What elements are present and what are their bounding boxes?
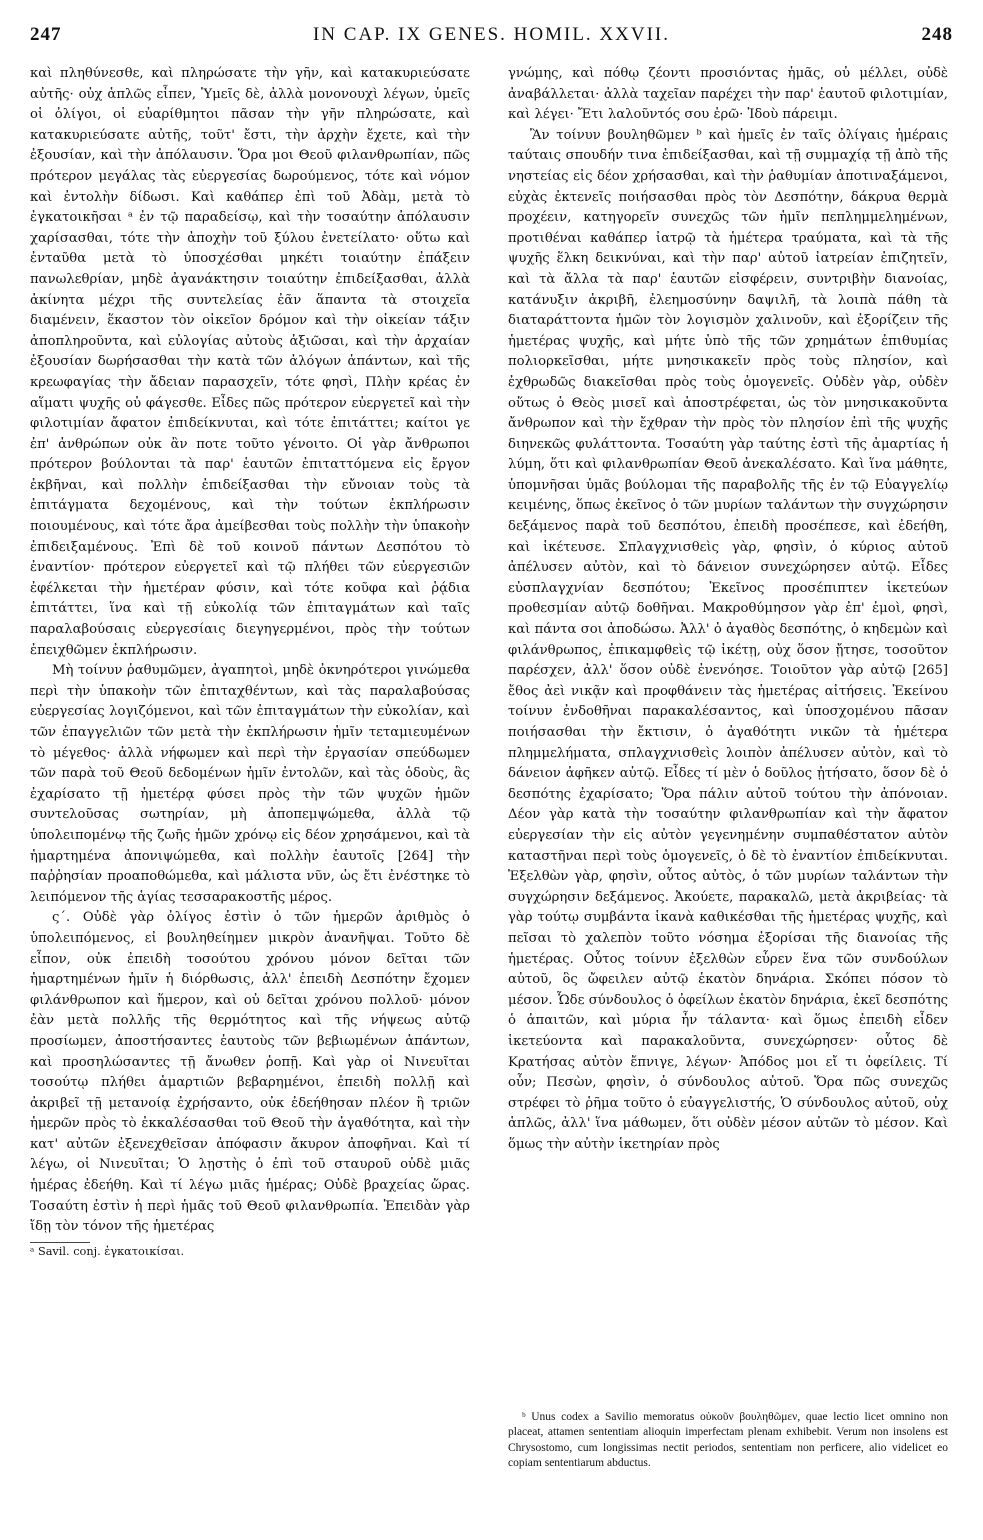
footnote-rule [30,1242,90,1243]
page-header [30,24,953,54]
paragraph: καὶ πληθύνεσθε, καὶ πληρώσατε τὴν γῆν, καὶ κατακυριεύσατε αὐτῆς· οὐχ ἁπλῶς εἶπεν, Ὑμεῖς δὲ, ἀλλὰ μονονουχὶ λέγων, ὑμεῖς οἱ ὀλίγοι, οἱ εὐαρίθμητοι πᾶσαν τὴν γῆν πληρώσατε, καὶ κατακυριεύσατε αὐτῆς, τοῦτ' ἔστι, τὴν ἀρχὴν ἔχετε, καὶ τὴν ἐξουσίαν, καὶ τὴν ἀπόλαυσιν. Ὅρα μοι Θεοῦ φιλανθρωπίαν, πῶς πρότερον μεγάλας τὰς εὐεργεσίας δωρούμενος, τότε καὶ νόμον καὶ ἐντολὴν δίδωσι. Καὶ καθάπερ ἐπὶ τοῦ Ἀδὰμ, μετὰ τὸ ἐγκατοικῆσαι ᵃ ἐν τῷ παραδείσῳ, καὶ τὴν τοσαύτην ἀπόλαυσιν χαρίσασθαι, τότε τὴν ἀποχὴν τοῦ ξύλου ἐνετείλατο· οὕτω καὶ ἐνταῦθα μετὰ τὸ ὑποσχέσθαι μηκέτι τοιαύτην ἐπάξειν πανωλεθρίαν, μηδὲ ἀγανάκτησιν τοιαύτην ἐπιδείξασθαι, ἀλλὰ ἀκίνητα μέχρι τῆς συντελείας ἐᾶν ἅπαντα τὰ στοιχεῖα διαμένειν, ἕκαστον τὸν οἰκεῖον δρόμον καὶ τὴν οἰκείαν τάξιν ἀποπληροῦντα, καὶ εὐλογίας αὐτοὺς ἀξιῶσαι, καὶ τὴν ἀρχαίαν ἐξουσίαν δωρήσασθαι τὴν κατὰ τῶν ἀλόγων ἁπάντων, καὶ τῆς κρεωφαγίας τὴν ἄδειαν παρασχεῖν, τότε φησὶ, Πλὴν κρέας ἐν αἵματι ψυχῆς οὐ φάγεσθε. Εἶδες πῶς πρότερον εὐεργετεῖ καὶ τὴν φιλοτιμίαν ἄφατον ἐπιδείκνυται, καὶ τότε ἐπιτάττει; καίτοι γε ἐπ' ἀνθρώπων οὐκ ἂν ποτε τοῦτο γένοιτο. Οἱ γὰρ ἄνθρωποι πρότερον βούλονται τὰ παρ' ἑαυτῶν ἐπιταττόμενα εἰς ἔργον ἐκβῆναι, καὶ πολλὴν ἐπιδείξασθαι τὴν εὔνοιαν τοὺς τὰ ἐπιτάγματα δεχομένους, καὶ τὴν τούτων ἐκπλήρωσιν ποιουμένους, καὶ τότε ἄρα ἀμείβεσθαι τοὺς πολλὴν τὴν ὑπακοὴν ἐπιδειξαμένους. Ἐπὶ δὲ τοῦ κοινοῦ πάντων Δεσπότου τὸ ἐναντίον· πρότερον εὐεργετεῖ καὶ τῷ πλήθει τῶν εὐεργεσιῶν ἐφέλκεται τὴν ἡμετέραν φύσιν, καὶ τότε κοῦφα καὶ ῥᾴδια ἐπιτάττει, ἵνα καὶ τῇ εὐκολίᾳ τῶν ἐπιταγμάτων καὶ ταῖς παραλαβούσαις εὐεργεσίαις διεγηγερμένοι, πρὸς τὴν τούτων ἐπειχθῶμεν ἐκπλήρωσιν. [30,66,470,658]
paragraph: γνώμης, καὶ πόθῳ ζέοντι προσιόντας ἡμᾶς, οὐ μέλλει, οὐδὲ ἀναβάλλεται· ἀλλὰ ταχεῖαν παρέχει τὴν παρ' ἑαυτοῦ φιλοτιμίαν, καὶ λέγει· Ἔτι λαλοῦντός σου ἐρῶ· Ἰδοὺ πάρειμι. [508,66,948,123]
right-column [508,64,948,1404]
footnote-a: ᵃ Savil. conj. ἐγκατοικίσαι. [30,1244,185,1258]
footnote-b-block [508,1410,948,1471]
running-title: IN CAP. IX GENES. HOMIL. XXVII. [312,24,670,45]
page-number-right: 248 [921,24,953,45]
footnote-b: ᵇ Unus codex a Savilio memoratus οὐκοῦν βουληθῶμεν, quae lectio licet omnino non placeat, attamen sententiam alioquin imperfectam plenam exhibebit. Verum non insolens est Chrysostomo, cum longissimas nectit periodos, sententiam non perficere, alio videlicet eo copiam sententiarum abductus. [508,1411,948,1469]
paragraph: ς΄. Οὐδὲ γὰρ ὀλίγος ἐστὶν ὁ τῶν ἡμερῶν ἀριθμὸς ὁ ὑπολειπόμενος, εἰ βουληθείημεν μικρὸν ἀνανῆψαι. Τοῦτο δὲ εἶπον, οὐκ ἐπειδὴ τοσούτου χρόνου μόνον δεῖται τῶν ἡμαρτημένων ἡμῖν ἡ διόρθωσις, ἀλλ' ἐπειδὴ Δεσπότην ἔχομεν φιλάνθρωπον καὶ ἥμερον, καὶ οὐ δεῖται χρόνου πολλοῦ· μόνον ἐὰν μετὰ πολλῆς τῆς θερμότητος καὶ τῆς νήψεως αὐτῷ προσίωμεν, ἀποστήσαντες ἑαυτοὺς τῶν βεβιωμένων ἁπάντων, καὶ προσηλώσαντες τῇ ἄνωθεν ῥοπῇ. Καὶ γὰρ οἱ Νινευῖται τοσούτῳ πλήθει ἁμαρτιῶν βεβαρημένοι, ἐπειδὴ πολλῇ καὶ ἀκριβεῖ τῇ μετανοίᾳ ἐχρήσαντο, οὐκ ἐδεήθησαν πλέον ἢ τριῶν ἡμερῶν πρὸς τὸ ἐκκαλέσασθαι τοῦ Θεοῦ τὴν ἀγαθότητα, καὶ τὴν κατ' αὐτῶν ἐξενεχθεῖσαν ἀπόφασιν ἄκυρον ἀποφῆναι. Καὶ τί λέγω, οἱ Νινευῖται; Ὁ λῃστὴς ὁ ἐπὶ τοῦ σταυροῦ οὐδὲ μιᾶς ἡμέρας ἐδεήθη. Καὶ τί λέγω μιᾶς ἡμέρας; Οὐδὲ βραχείας ὥρας. Τοσαύτη ἐστὶν ἡ περὶ ἡμᾶς τοῦ Θεοῦ φιλανθρωπία. Ἐπειδὰν γὰρ ἴδῃ τὸν τόνον τῆς ἡμετέρας [30,910,470,1235]
paragraph: Μὴ τοίνυν ῥαθυμῶμεν, ἀγαπητοὶ, μηδὲ ὀκνηρότεροι γινώμεθα περὶ τὴν ὑπακοὴν τῶν ἐπιταχθέντων, καὶ τὰς παραλαβούσας εὐεργεσίας λογιζόμενοι, καὶ τῶν ἐπιταγμάτων τὴν εὐκολίαν, καὶ τῶν ἐπαγγελιῶν τῶν μετὰ τὴν ἐκπλήρωσιν ἡμῖν τεταμιευμένων τὸ μέγεθος· ἀλλὰ νήφωμεν καὶ περὶ τὴν ἐργασίαν σπεύδωμεν τῶν παρὰ τοῦ Θεοῦ δεδομένων ἡμῖν ἐντολῶν, καὶ τὰς ὁδοὺς, ἃς ἐχαρίσατο τῇ ἡμετέρᾳ φύσει πρὸς τὴν τῶν ψυχῶν ἡμῶν συντελοῦσας σωτηρίαν, μὴ ἀποπεμψώμεθα, ἀλλὰ τῷ ὑπολειπομένῳ τῆς ζωῆς ἡμῶν χρόνῳ εἰς δέον χρησάμενοι, καὶ τὰ ἡμαρτημένα ἀπονιψώμεθα, καὶ πολλὴν ἑαυτοῖς [264] τὴν παῤῥησίαν προαποθώμεθα, καὶ μάλιστα νῦν, ὡς ἔτι ἐνέστηκε τὸ λειπόμενον τῆς ἁγίας τεσσαρακοστῆς μέρος. [30,663,470,905]
page-number-left: 247 [30,24,62,45]
paragraph: Ἂν τοίνυν βουληθῶμεν ᵇ καὶ ἡμεῖς ἐν ταῖς ὀλίγαις ἡμέραις ταύταις σπουδήν τινα ἐπιδείξασθαι, καὶ τῇ συμμαχίᾳ τῇ ἀπὸ τῆς νηστείας εἰς δέον χρήσασθαι, καὶ τὴν ῥαθυμίαν ἀποτιναξάμενοι, εὐχὰς ἐκτενεῖς ποιήσασθαι πρὸς τὸν Δεσπότην, δάκρυα θερμὰ προχέειν, κατηγορεῖν συνεχῶς τῶν ἡμῖν πεπλημμελημένων, προτιθέναι καθάπερ ἰατρῷ τὰ ἡμέτερα τραύματα, καὶ τὰ τῆς ψυχῆς ἕλκη δεικνύναι, καὶ τὴν παρ' αὐτοῦ ἰατρείαν ἐπιζητεῖν, καὶ τὰ ἄλλα τὰ παρ' ἑαυτῶν εἰσφέρειν, συντριβὴν διανοίας, κατάνυξιν ἀκριβῆ, ἐλεημοσύνην δαψιλῆ, τὰ λοιπὰ πάθη τὰ διαταράττοντα ἡμῶν τὸν λογισμὸν χαλινοῦν, καὶ ἐξορίζειν τῆς ἡμετέρας ψυχῆς, καὶ μήτε ὑπὸ τῆς τῶν χρημάτων ἐπιθυμίας πολιορκεῖσθαι, μήτε μνησικακεῖν πρὸς τοὺς πλησίον, καὶ ἐχθρωδῶς διακεῖσθαι πρὸς τοὺς ὁμογενεῖς. Οὐδὲν γὰρ, οὐδὲν οὕτως ὁ Θεὸς μισεῖ καὶ ἀποστρέφεται, ὡς τὸν μνησικακοῦντα ἄνθρωπον καὶ τὴν ἔχθραν τὴν πρὸς τὸν πλησίον ἐπὶ τῆς ψυχῆς διηνεκῶς φυλάττοντα. Τοσαύτη γὰρ ταύτης ἐστὶ τῆς ἁμαρτίας ἡ λύμη, ὅτι καὶ φιλανθρωπίαν Θεοῦ ἀνεκαλέσατο. Καὶ ἵνα μάθητε, ὑπομνῆσαι ὑμᾶς βούλομαι τῆς παραβολῆς τῆς ἐν τῷ Εὐαγγελίῳ κειμένης, ὅπως ἐκεῖνος ὁ τῶν μυρίων ταλάντων τὴν συγχώρησιν δεξάμενος παρὰ τοῦ δεσπότου, ἐπειδὴ προσέπεσε, καὶ ἐδεήθη, καὶ ἱκέτευσε. Σπλαγχνισθεὶς γὰρ, φησὶν, ὁ κύριος αὐτοῦ ἀπέλυσεν αὐτὸν, καὶ τὸ δάνειον συνεχώρησεν αὐτῷ. Εἶδες εὐσπλαγχνίαν δεσπότου; Ἐκεῖνος προσέπιπτεν ἱκετεύων προθεσμίαν αὐτῷ δοθῆναι. Μακροθύμησον γὰρ ἐπ' ἐμοὶ, φησὶ, καὶ πάντα σοι ἀποδώσω. Ἀλλ' ὁ ἀγαθὸς δεσπότης, ὁ κηδεμὼν καὶ φιλάνθρωπος, ἐπικαμφθεὶς τῷ ἱκέτῃ, οὐχ ὅσον ᾔτησε, τοσοῦτον παρέσχεν, ἀλλ' ὅσον οὐδὲ ἐνενόησε. Τοιοῦτον γὰρ αὐτῷ [265] ἔθος ἀεὶ νικᾷν καὶ προφθάνειν τὰς ἡμετέρας αἰτήσεις. Ἐκείνου τοίνυν ἐνδοθῆναι παρακαλέσαντος, καὶ ὑποσχομένου πᾶσαν ποιήσασθαι τὴν ἔκτισιν, ὁ ἀγαθότητι νικῶν τὰ ἡμέτερα πλημμελήματα, σπλαγχνισθεὶς λοιπὸν ἀπέλυσεν αὐτὸν, καὶ τὸ δάνειον ἀφῆκεν αὐτῷ. Εἶδες τί μὲν ὁ δοῦλος ᾐτήσατο, ὅσον δὲ ὁ δεσπότης ἐχαρίσατο; Ὅρα πάλιν αὐτοῦ τούτου τὴν ἀπόνοιαν. Δέον γὰρ κατὰ τὴν τοσαύτην φιλανθρωπίαν καὶ τὴν ἄφατον εὐεργεσίαν τὴν εἰς αὐτὸν γεγενημένην συμπαθέστατον αὐτὸν καταστῆναι περὶ τοὺς ὁμογενεῖς, ὁ δὲ τὸ ἐναντίον ἐπιδείκνυται. Ἐξελθὼν γὰρ, φησὶν, οὗτος αὐτὸς, ὁ τῶν μυρίων ταλάντων τὴν συγχώρησιν δεξάμενος. Ἀκούετε, παρακαλῶ, μετὰ ἀκριβείας· τὰ γὰρ τούτῳ συμβάντα ἱκανὰ καθικέσθαι τῆς ἡμετέρας ψυχῆς, καὶ πεῖσαι τὸ χαλεπὸν τοῦτο νόσημα ἐξορίσαι τῆς διανοίας τῆς ἡμετέρας. Οὗτος τοίνυν ἐξελθὼν εὗρεν ἕνα τῶν συνδούλων αὐτοῦ, ὃς ὤφειλεν αὐτῷ ἑκατὸν δηνάρια. Σκόπει πόσον τὸ μέσον. Ὧδε σύνδουλος ὁ ὀφείλων ἑκατὸν δηνάρια, ἐκεῖ δεσπότης ὁ ἀπαιτῶν, καὶ μύρια ἦν τάλαντα· καὶ ὅμως ἐπειδὴ εἶδεν ἱκετεύοντα καὶ παρακαλοῦντα, συνεχώρησεν· οὗτος δὲ Κρατήσας αὐτὸν ἔπνιγε, λέγων· Ἀπόδος μοι εἴ τι ὀφείλεις. Τί οὖν; Πεσὼν, φησὶν, ὁ σύνδουλος αὐτοῦ. Ὅρα πῶς συνεχῶς στρέφει τὸ ῥῆμα τοῦτο ὁ εὐαγγελιστής, Ὁ σύνδουλος αὐτοῦ, οὐχ ἁπλῶς, ἀλλ' ἵνα μάθωμεν, ὅτι οὐδὲν μέσον αὐτῶν τὸ μέσον. Καὶ ὅμως τὴν αὐτὴν ἱκετηρίαν πρὸς [508,127,948,1152]
left-column [30,64,470,1524]
